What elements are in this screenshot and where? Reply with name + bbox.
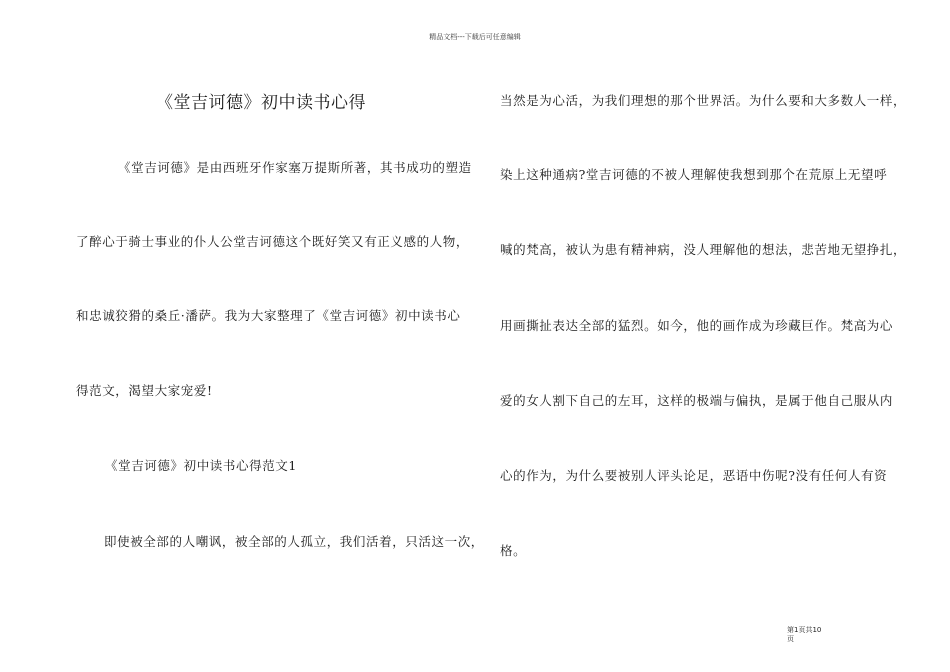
section-heading: 《堂吉诃德》初中读书心得范文1 <box>105 458 297 473</box>
paragraph-line: 心的作为，为什么要被别人评头论足，恶语中伤呢?没有任何人有资 <box>500 468 888 483</box>
document-title: 《堂吉诃德》初中读书心得 <box>156 93 366 113</box>
paragraph-line: 格。 <box>500 543 527 558</box>
paragraph-line: 即使被全部的人嘲讽，被全部的人孤立，我们活着，只活这一次， <box>104 534 484 549</box>
page-number <box>787 626 837 644</box>
paragraph-line: 《堂吉诃德》是由西班牙作家塞万提斯所著，其书成功的塑造 <box>118 160 472 175</box>
page-header: 精品文档---下载后可任意编辑 <box>429 33 521 41</box>
paragraph-line: 染上这种通病?堂吉诃德的不被人理解使我想到那个在荒原上无望呼 <box>500 167 888 182</box>
paragraph-line: 当然是为心活，为我们理想的那个世界活。为什么要和大多数人一样， <box>500 93 907 108</box>
paragraph-line: 用画撕扯表达全部的猛烈。如今，他的画作成为珍藏巨作。梵高为心 <box>500 318 894 333</box>
paragraph-line: 爱的女人割下自己的左耳，这样的极端与偏执，是属于他自己服从内 <box>500 393 894 408</box>
page-number-line: 第1页共10 <box>787 626 822 634</box>
paragraph-line: 喊的梵高，被认为患有精神病，没人理解他的想法，悲苦地无望挣扎， <box>500 242 907 257</box>
paragraph-line: 了醉心于骑士事业的仆人公堂吉诃德这个既好笑又有正义感的人物， <box>76 234 470 249</box>
paragraph-line: 得范文，渴望大家宠爱! <box>76 383 213 398</box>
page-number-line: 页 <box>787 635 794 643</box>
paragraph-line: 和忠诚狡猾的桑丘·潘萨。我为大家整理了《堂吉诃德》初中读书心 <box>76 308 461 323</box>
